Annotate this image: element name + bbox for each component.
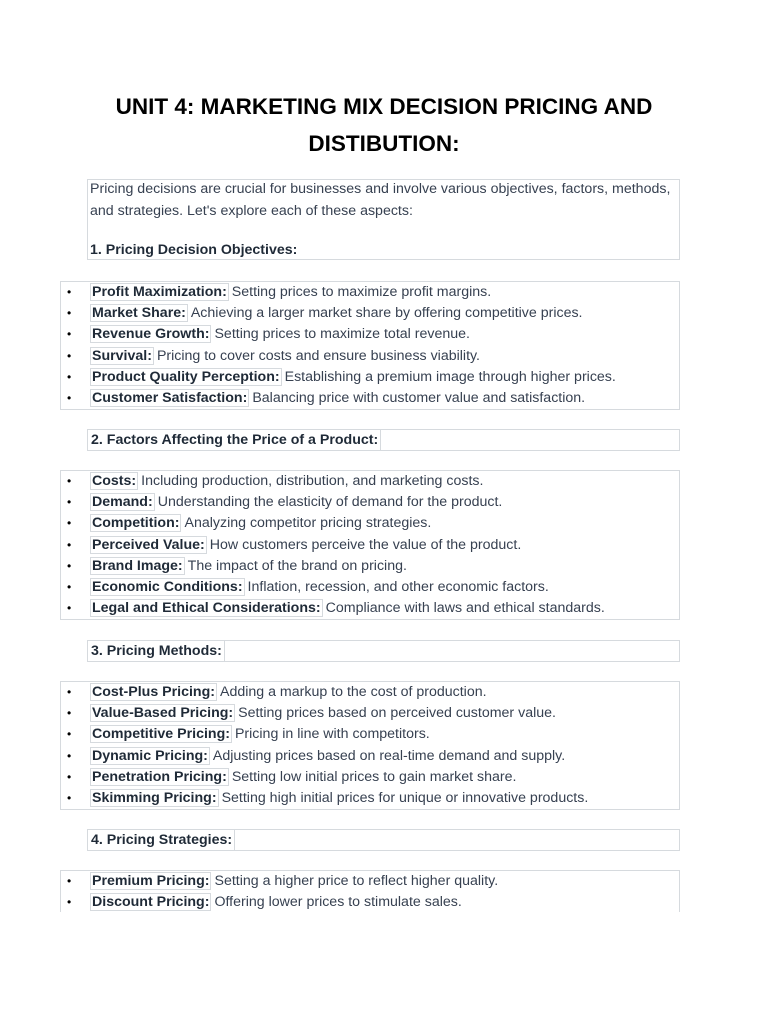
- list-item-term: Skimming Pricing:: [92, 789, 217, 806]
- list-item-term: Economic Conditions:: [92, 578, 243, 595]
- list-item: [61, 577, 679, 598]
- list-item-desc: Setting prices to maximize profit margins.: [231, 284, 492, 300]
- list-item-desc: Inflation, recession, and other economic factors.: [247, 578, 549, 595]
- section-heading-text: 4. Pricing Strategies:: [88, 830, 235, 850]
- bullet-icon: •: [67, 348, 72, 363]
- list-item-desc: Understanding the elasticity of demand for the product.: [157, 494, 503, 511]
- bullet-icon: •: [67, 874, 72, 888]
- list-item: [61, 471, 679, 492]
- bullet-icon: •: [67, 474, 72, 488]
- list-item: [61, 513, 679, 534]
- list-item: [61, 871, 679, 892]
- section-heading-strategies: [87, 829, 680, 851]
- list-item-term: Perceived Value:: [92, 536, 205, 553]
- bullet-icon: •: [67, 537, 72, 552]
- list-item-term: Cost-Plus Pricing:: [92, 684, 215, 700]
- list-item-desc: Setting prices to maximize total revenue.: [214, 326, 470, 343]
- bullet-icon: •: [67, 790, 72, 805]
- bullet-icon: •: [67, 601, 72, 616]
- list-item: [61, 556, 679, 577]
- list-item-desc: Adding a markup to the cost of production.: [219, 684, 487, 700]
- list-item: [61, 282, 679, 303]
- section-heading-text: 1. Pricing Decision Objectives:: [90, 242, 298, 258]
- list-item-desc: Setting prices based on perceived customer value.: [238, 705, 556, 722]
- factors-list: [60, 470, 680, 620]
- list-item: [61, 303, 679, 324]
- bullet-icon: •: [67, 706, 72, 721]
- list-item-term: Costs:: [92, 473, 137, 489]
- list-item-term: Product Quality Perception:: [92, 368, 280, 385]
- bullet-icon: •: [67, 285, 72, 299]
- strategies-list: [60, 870, 680, 912]
- bullet-icon: •: [67, 748, 72, 763]
- list-item-desc: Setting high initial prices for unique or innovative products.: [221, 789, 589, 806]
- list-item-desc: Analyzing competitor pricing strategies.: [184, 515, 432, 532]
- bullet-icon: •: [67, 516, 72, 531]
- bullet-icon: •: [67, 895, 72, 910]
- list-item-desc: Offering lower prices to stimulate sales.: [214, 894, 462, 911]
- list-item-term: Demand:: [92, 494, 153, 511]
- list-item-term: Competitive Pricing:: [92, 726, 230, 743]
- list-item-term: Premium Pricing:: [92, 873, 210, 889]
- list-item: [61, 598, 679, 619]
- list-item: [61, 703, 679, 724]
- list-item: [61, 724, 679, 745]
- list-item-desc: Balancing price with customer value and satisfaction.: [252, 389, 586, 406]
- bullet-icon: •: [67, 727, 72, 742]
- list-item-desc: Pricing to cover costs and ensure business viability.: [156, 347, 480, 364]
- list-item: [61, 324, 679, 345]
- bullet-icon: •: [67, 558, 72, 573]
- list-item-desc: Including production, distribution, and marketing costs.: [141, 473, 484, 489]
- list-item-term: Profit Maximization:: [92, 284, 227, 300]
- objectives-list: [60, 281, 680, 410]
- list-item: [61, 682, 679, 703]
- list-item-desc: Establishing a premium image through higher prices.: [284, 368, 616, 385]
- list-item-term: Penetration Pricing:: [92, 768, 227, 785]
- section-heading-objectives: [87, 240, 680, 262]
- list-item-desc: Pricing in line with competitors.: [234, 726, 430, 743]
- bullet-icon: •: [67, 495, 72, 510]
- bullet-icon: •: [67, 685, 72, 699]
- bullet-icon: •: [67, 306, 72, 321]
- bullet-icon: •: [67, 579, 72, 594]
- list-item: [61, 535, 679, 556]
- list-item: [61, 492, 679, 513]
- list-item: [61, 388, 679, 409]
- section-heading-methods: [87, 640, 680, 662]
- section-heading-text: 3. Pricing Methods:: [88, 641, 225, 661]
- list-item-desc: Compliance with laws and ethical standards.: [325, 600, 605, 617]
- bullet-icon: •: [67, 390, 72, 405]
- list-item: [61, 367, 679, 388]
- list-item-desc: The impact of the brand on pricing.: [187, 557, 407, 574]
- list-item: [61, 788, 679, 809]
- list-item-term: Market Share:: [92, 305, 186, 322]
- list-item-term: Survival:: [92, 347, 152, 364]
- list-item-term: Dynamic Pricing:: [92, 747, 208, 764]
- list-item: [61, 746, 679, 767]
- bullet-icon: •: [67, 769, 72, 784]
- bullet-icon: •: [67, 327, 72, 342]
- page-title: UNIT 4: MARKETING MIX DECISION PRICING AND DISTIBUTION:: [115, 94, 653, 156]
- section-heading-text: 2. Factors Affecting the Price of a Product:: [88, 430, 381, 450]
- bullet-icon: •: [67, 369, 72, 384]
- list-item-desc: How customers perceive the value of the product.: [209, 536, 522, 553]
- list-item-term: Value-Based Pricing:: [92, 705, 234, 722]
- list-item: [61, 892, 679, 912]
- list-item-term: Customer Satisfaction:: [92, 389, 248, 406]
- list-item-desc: Achieving a larger market share by offering competitive prices.: [190, 305, 583, 322]
- list-item-term: Competition:: [92, 515, 180, 532]
- list-item-term: Revenue Growth:: [92, 326, 210, 343]
- list-item-term: Brand Image:: [92, 557, 183, 574]
- section-heading-factors: [87, 429, 680, 451]
- list-item: [61, 346, 679, 367]
- list-item-desc: Setting low initial prices to gain market share.: [231, 768, 517, 785]
- intro-paragraph: Pricing decisions are crucial for businesses and involve various objectives, factors, methods, and strategies. Let's explore each of these aspects:: [90, 181, 671, 219]
- list-item: [61, 767, 679, 788]
- methods-list: [60, 681, 680, 810]
- list-item-term: Legal and Ethical Considerations:: [92, 600, 321, 617]
- list-item-term: Discount Pricing:: [92, 894, 210, 911]
- list-item-desc: Adjusting prices based on real-time demand and supply.: [212, 747, 566, 764]
- list-item-desc: Setting a higher price to reflect higher quality.: [214, 873, 499, 889]
